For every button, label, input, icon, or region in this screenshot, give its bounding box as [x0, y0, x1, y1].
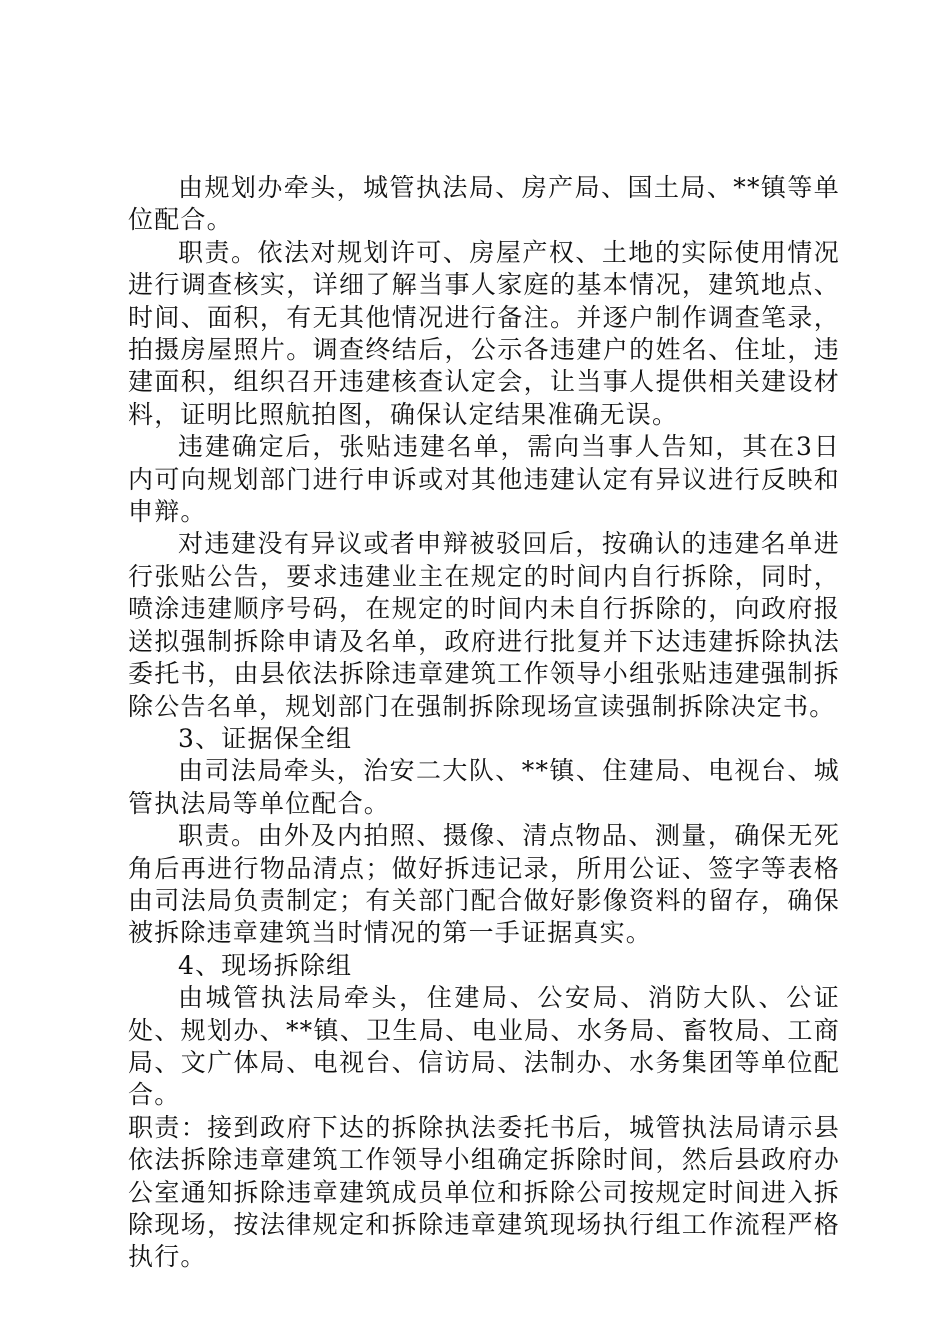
- paragraph-evidence-duties: 职责。由外及内拍照、摄像、清点物品、测量，确保无死角后再进行物品清点；做好拆违记录，所用公证、签字等表格由司法局负责制定；有关部门配合做好影像资料的留存，确保被拆除违章建筑当时情况的第一手证据真实。: [128, 821, 840, 948]
- paragraph-demolition-duties: 职责：接到政府下达的拆除执法委托书后，城管执法局请示县依法拆除违章建筑工作领导小组确定拆除时间，然后县政府办公室通知拆除违章建筑成员单位和拆除公司按规定时间进入拆除现场，按法律规定和拆除违章建筑现场执行组工作流程严格执行。: [128, 1112, 840, 1272]
- section-heading-evidence-group: 3、证据保全组: [178, 723, 353, 753]
- paragraph-demolition-lead: 由城管执法局牵头，住建局、公安局、消防大队、公证处、规划办、**镇、卫生局、电业局、水务局、畜牧局、工商局、文广体局、电视台、信访局、法制办、水务集团等单位配合。: [128, 983, 840, 1110]
- paragraph-planning-duties: 职责。依法对规划许可、房屋产权、土地的实际使用情况进行调查核实，详细了解当事人家庭的基本情况，建筑地点、时间、面积，有无其他情况进行备注。并逐户制作调查笔录，拍摄房屋照片。调查终结后，公示各违建户的姓名、住址，违建面积，组织召开违建核查认定会，让当事人提供相关建设材料，证明比照航拍图，确保认定结果准确无误。: [128, 237, 840, 429]
- section-heading-demolition-group: 4、现场拆除组: [178, 950, 353, 980]
- paragraph-planning-lead: 由规划办牵头，城管执法局、房产局、国土局、**镇等单位配合。: [128, 173, 840, 235]
- paragraph-evidence-lead: 由司法局牵头，治安二大队、**镇、住建局、电视台、城管执法局等单位配合。: [128, 756, 840, 818]
- paragraph-demolition-announcement: 对违建没有异议或者申辩被驳回后，按确认的违建名单进行张贴公告，要求违建业主在规定的时间内自行拆除，同时，喷涂违建顺序号码，在规定的时间内未自行拆除的，向政府报送拟强制拆除申请及名单，政府进行批复并下达违建拆除执法委托书，由县依法拆除违章建筑工作领导小组张贴违建强制拆除公告名单，规划部门在强制拆除现场宣读强制拆除决定书。: [128, 529, 840, 721]
- document-body: [128, 172, 840, 1274]
- paragraph-notice-appeal: 违建确定后，张贴违建名单，需向当事人告知，其在3日内可向规划部门进行申诉或对其他违建认定有异议进行反映和申辩。: [128, 432, 840, 527]
